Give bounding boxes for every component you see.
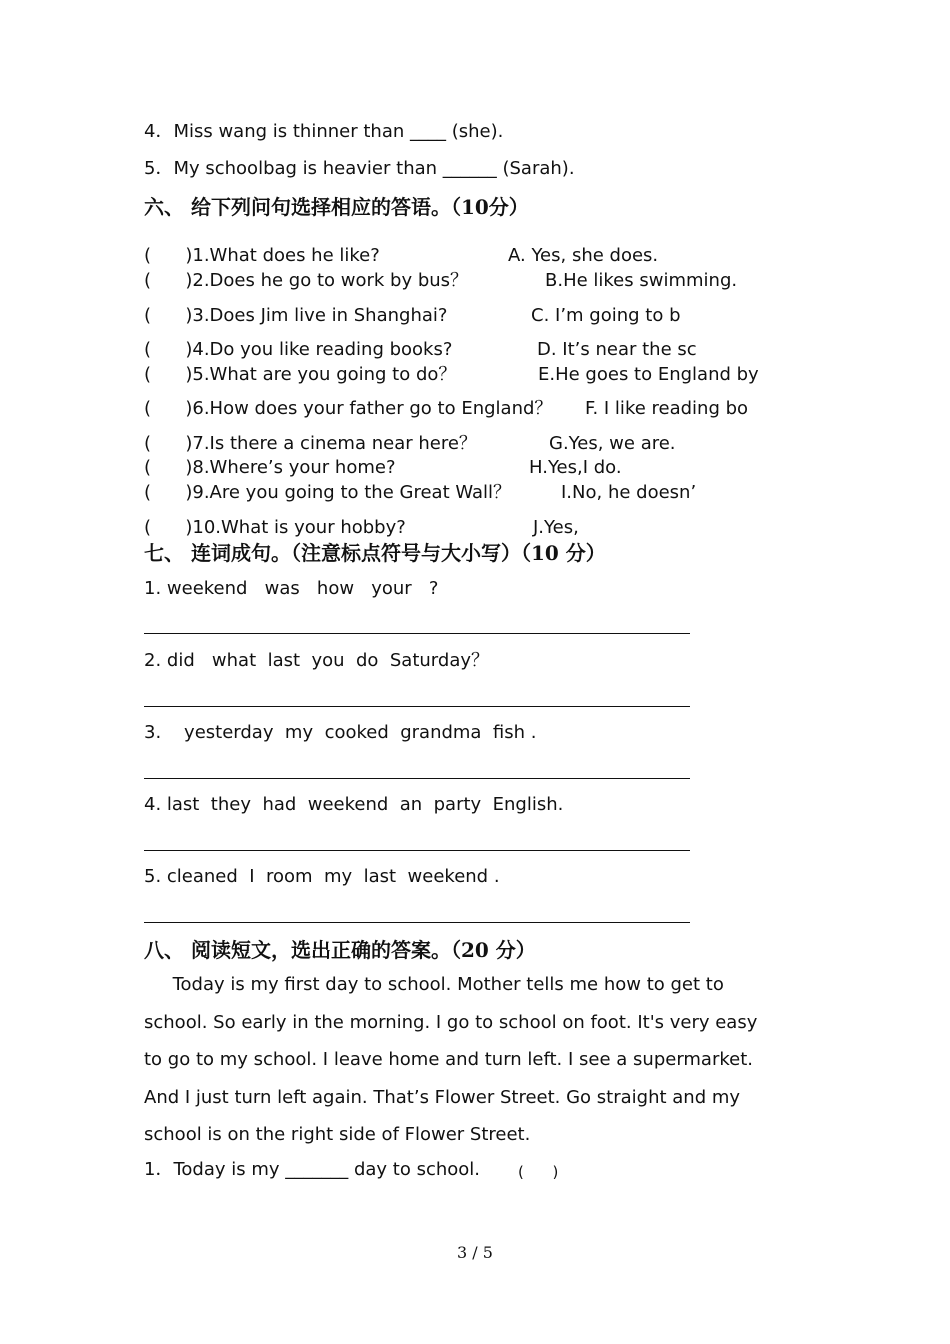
passage-line: Today is my first day to school. Mother tells me how to get to [144,974,724,995]
match-answer: I.No, he doesn’ [561,482,697,503]
section6-title: 六、 给下列问句选择相应的答语。（10分） [144,195,529,219]
match-question: ( )6.How does your father go to England？ [144,398,553,419]
prev-item-4: 4．Miss wang is thinner than ____ (she). [144,121,504,142]
match-question: ( )7.Is there a cinema near here？ [144,433,477,454]
match-question: ( )1.What does he like? [144,245,380,266]
answer-line-5[interactable] [144,922,690,923]
match-question: ( )8.Where’s your home? [144,457,396,478]
match-question: ( )10.What is your hobby? [144,517,406,538]
page-number: 3 / 5 [457,1243,493,1262]
passage-line: And I just turn left again. That’s Flower Street. Go straight and my [144,1087,741,1108]
reorder-item-3: 3. yesterday my cooked grandma fish . [144,722,537,743]
answer-blank[interactable]: ( ) [518,1163,559,1181]
match-answer: B.He likes swimming. [545,270,738,291]
passage-line: school. So early in the morning. I go to school on foot. It's very easy [144,1012,758,1033]
section7-title: 七、 连词成句。（注意标点符号与大小写）（10 分） [144,541,606,565]
match-question: ( )3.Does Jim live in Shanghai? [144,305,448,326]
match-question: ( )2.Does he go to work by bus？ [144,270,469,291]
match-question: ( )9.Are you going to the Great Wall？ [144,482,512,503]
match-question: ( )4.Do you like reading books? [144,339,453,360]
match-answer: A. Yes, she does. [508,245,659,266]
match-answer: G.Yes, we are. [549,433,676,454]
passage-line: to go to my school. I leave home and turn left. I see a supermarket. [144,1049,754,1070]
answer-line-1[interactable] [144,633,690,634]
match-question: ( )5.What are you going to do？ [144,364,457,385]
reorder-item-4: 4. last they had weekend an party English. [144,794,564,815]
match-answer: C. I’m going to b [531,305,681,326]
answer-line-2[interactable] [144,706,690,707]
prev-item-5: 5．My schoolbag is heavier than ______ (Sarah). [144,158,575,179]
match-answer: D. It’s near the sc [537,339,697,360]
match-answer: H.Yes,I do. [529,457,622,478]
section8-title: 八、 阅读短文，选出正确的答案。（20 分） [144,938,536,962]
passage-line: school is on the right side of Flower Street. [144,1124,531,1145]
answer-line-3[interactable] [144,778,690,779]
reading-question-1: 1．Today is my _______ day to school. [144,1159,481,1180]
match-answer: F. I like reading bo [585,398,749,419]
reorder-item-5: 5. cleaned I room my last weekend . [144,866,500,887]
match-answer: E.He goes to England by [538,364,759,385]
reorder-item-2: 2. did what last you do Saturday？ [144,650,489,671]
reorder-item-1: 1. weekend was how your ? [144,578,439,599]
answer-line-4[interactable] [144,850,690,851]
match-answer: J.Yes, [533,517,579,538]
